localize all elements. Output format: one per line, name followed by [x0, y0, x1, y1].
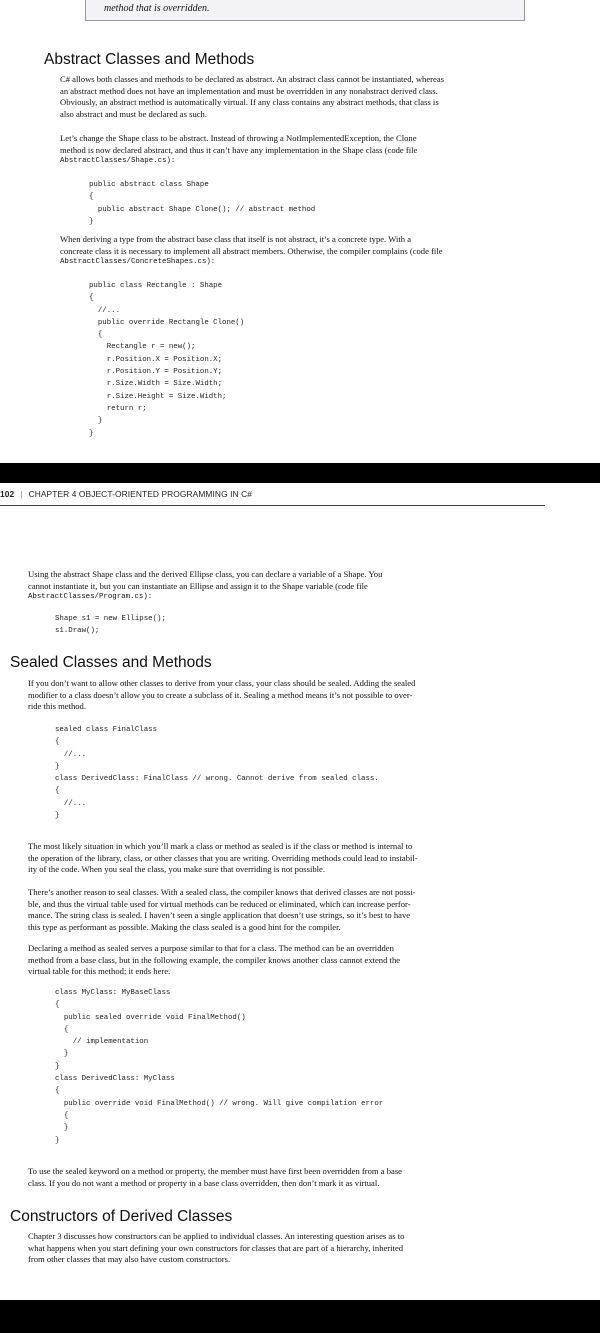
text-line: cannot instantiate it, but you can instantiate an Ellipse and assign it to the Shape variable (code file: [28, 580, 368, 591]
paragraph-another-reason: [28, 887, 543, 933]
code-line: s1.Draw();: [55, 627, 100, 636]
code-block-rectangle: [89, 280, 244, 440]
code-line: {: [55, 787, 60, 796]
code-line: }: [89, 417, 103, 426]
text-line: Chapter 3 discusses how constructors can be applied to individual classes. An interesting question arises as to: [28, 1231, 405, 1241]
code-line: }: [55, 1124, 69, 1133]
text-line: AbstractClasses/ConcreteShapes.cs):: [60, 258, 216, 266]
text-line: concreate class it is necessary to implement all abstract members. Otherwise, the compiler complains (code file: [60, 245, 443, 256]
code-block-sealed-class: [55, 724, 379, 822]
chapter-title: CHAPTER 4 OBJECT-ORIENTED PROGRAMMING IN C#: [28, 489, 253, 499]
text-line: Declaring a method as sealed serves a purpose similar to that for a class. The method can be an overridden: [28, 943, 394, 953]
page-number: 102: [0, 489, 15, 499]
text-line: also abstract and must be declared as such.: [60, 108, 207, 119]
code-line: r.Size.Width = Size.Width;: [89, 380, 223, 389]
header-rule: [0, 505, 545, 506]
code-line: public override Rectangle Clone(): [89, 318, 245, 327]
heading-sealed-classes: Sealed Classes and Methods: [10, 654, 212, 671]
text-line: modifier to a class doesn’t allow you to create a subclass of it. Sealing a method means it’s not possible to over-: [28, 689, 413, 700]
text-line: ride this method.: [28, 701, 86, 711]
code-line: return r;: [89, 404, 147, 413]
code-line: // implementation: [55, 1038, 149, 1047]
text-line: ble, and thus the virtual table used for virtual methods can be reduced or eliminated, which can increase perfor-: [28, 898, 411, 909]
page-102: [0, 480, 600, 1300]
code-line: {: [55, 738, 60, 747]
code-line: }: [55, 1136, 60, 1145]
text-line: The most likely situation in which you’ll mark a class or method as sealed is if the class or method is internal to: [28, 841, 413, 851]
code-line: public sealed override void FinalMethod(): [55, 1013, 246, 1022]
text-line: method is now declared abstract, and thus it can’t have any implementation in the Shape class (code file: [60, 144, 418, 155]
paragraph-use-sealed-keyword: [28, 1166, 543, 1189]
text-line: AbstractClasses/Shape.cs):: [60, 157, 176, 165]
code-line: r.Position.X = Position.X;: [89, 355, 223, 364]
text-line: To use the sealed keyword on a method or property, the member must have first been overridden from a base: [28, 1166, 402, 1176]
code-line: }: [55, 1062, 60, 1071]
paragraph-constructors: [28, 1231, 543, 1266]
text-line: from other classes that may also have custom constructors.: [28, 1254, 231, 1264]
paragraph-concrete-type: [60, 234, 570, 269]
code-line: {: [89, 331, 103, 340]
text-line: Obviously, an abstract method is automatically virtual. If any class contains any abstract methods, that class is: [60, 97, 439, 107]
code-block-ellipse: [55, 613, 166, 638]
code-line: }: [89, 429, 94, 438]
code-line: public override void FinalMethod() // wrong. Will give compilation error: [55, 1099, 384, 1108]
text-line: If you don’t want to allow other classes to derive from your class, your class should be sealed. Adding the sealed: [28, 678, 416, 688]
code-line: }: [55, 1050, 69, 1059]
code-line: {: [55, 1025, 69, 1034]
code-line: class MyClass: MyBaseClass: [55, 989, 171, 997]
code-line: }: [55, 812, 60, 821]
text-line: what happens when you start defining your own constructors for classes that are part of a hierarchy, inherited: [28, 1242, 404, 1253]
text-line: an abstract method does not have an implementation and must be overridden in any nonabstract derived class.: [60, 85, 438, 96]
text-line: Let’s change the Shape class to be abstract. Instead of throwing a NotImplementedException, the Clone: [60, 133, 417, 143]
paragraph-abstract-intro: [60, 74, 570, 120]
text-line: the operation of the library, class, or other classes that you are writing. Overriding methods could lead to instabil-: [28, 852, 418, 863]
header-separator: |: [20, 489, 23, 499]
code-line: class DerivedClass: MyClass: [55, 1075, 175, 1084]
text-line: When deriving a type from the abstract base class that itself is not abstract, it’s a concrete type. With a: [60, 234, 412, 244]
code-line: Rectangle r = new();: [89, 343, 196, 352]
running-header: [0, 489, 252, 499]
code-line: {: [89, 294, 94, 303]
code-line: //...: [55, 799, 87, 808]
code-line: //...: [55, 750, 87, 759]
code-line: {: [55, 1087, 60, 1096]
text-line: virtual table for this method; it ends here.: [28, 966, 171, 976]
text-line: class. If you do not want a method or property in a base class overridden, then don’t mark it as virtual.: [28, 1177, 380, 1188]
note-box: [85, 0, 525, 21]
heading-constructors: Constructors of Derived Classes: [10, 1208, 233, 1225]
code-line: public class Rectangle : Shape: [89, 282, 223, 290]
text-line: Using the abstract Shape class and the derived Ellipse class, you can declare a variable of a Shape. You: [28, 569, 383, 579]
paragraph-using-abstract: [28, 569, 543, 604]
paragraph-sealed-intro: [28, 678, 543, 713]
code-line: Shape s1 = new Ellipse();: [55, 615, 166, 623]
code-block-sealed-method: [55, 987, 383, 1147]
code-line: public abstract class Shape: [89, 181, 209, 189]
code-line: sealed class FinalClass: [55, 726, 158, 734]
bottom-bar: [0, 1300, 600, 1333]
heading-abstract-classes: Abstract Classes and Methods: [44, 51, 255, 68]
code-line: r.Size.Height = Size.Width;: [89, 392, 227, 401]
code-line: public abstract Shape Clone(); // abstract method: [89, 205, 316, 214]
text-line: method from a base class, but in the following example, the compiler knows another class cannot extend the: [28, 954, 401, 965]
text-line: C# allows both classes and methods to be declared as abstract. An abstract class cannot be instantiated, whereas: [60, 74, 444, 84]
paragraph-sealed-method: [28, 943, 543, 978]
text-line: this type as performant as possible. Making the class sealed is a good hint for the compiler.: [28, 921, 341, 932]
code-line: }: [89, 217, 94, 226]
text-line: AbstractClasses/Program.cs):: [28, 593, 153, 601]
code-line: }: [55, 762, 60, 771]
code-line: //...: [89, 306, 121, 315]
code-line: class DerivedClass: FinalClass // wrong. Cannot derive from sealed class.: [55, 775, 379, 784]
code-line: {: [55, 1111, 69, 1120]
code-line: r.Position.Y = Position.Y;: [89, 368, 223, 377]
text-line: ity of the code. When you seal the class, you make sure that overriding is not possible.: [28, 864, 325, 874]
text-line: mance. The string class is sealed. I haven’t seen a single application that doesn’t use strings, so it’s best to have: [28, 910, 411, 920]
code-line: {: [55, 1001, 60, 1010]
code-line: {: [89, 193, 94, 202]
note-text: method that is overridden.: [104, 3, 210, 14]
paragraph-likely-situation: [28, 841, 543, 876]
code-block-shape: [89, 179, 315, 228]
page-101: [0, 0, 600, 463]
paragraph-change-shape: [60, 133, 570, 168]
text-line: There’s another reason to seal classes. With a sealed class, the compiler knows that derived classes are not possi-: [28, 887, 416, 897]
